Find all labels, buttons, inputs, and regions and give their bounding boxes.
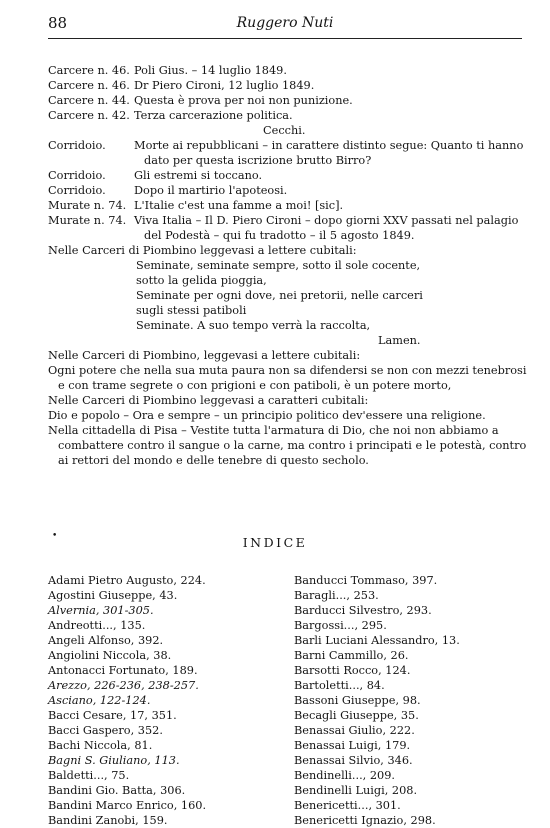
inscription-entry [48,168,528,183]
index-entry: Barni Cammillo, 26. [294,649,409,662]
index-entry-place: Arezzo, 226-236, 238-257. [48,679,199,692]
index-entry: Benassai Luigi, 179. [294,739,411,752]
index-column-right [294,573,534,828]
entry-text: Questa è prova per noi non punizione. [134,94,353,107]
index-entry: Baldetti..., 75. [48,769,130,782]
inscription-entry [48,198,528,213]
pisa-inscription: Nella cittadella di Pisa – Vestite tutta l'armatura di Dio, che noi non abbiamo a combattere contro il sangue o la carne, ma contro i principati e le potestà, contro ai rettori del mondo e delle tenebre di questo secholo. [48,424,527,467]
entry-location: Corridoio. [48,169,106,182]
verse-line: sugli stessi patiboli [136,304,247,317]
signature-text: Cecchi. [263,124,306,137]
main-text [48,63,528,468]
index-entry: Benericetti Ignazio, 298. [294,814,436,827]
inscription-entry [48,213,528,243]
index-entry: Angeli Alfonso, 392. [48,634,164,647]
entry-text: L'Italie c'est una famme a moi! [sic]. [134,199,344,212]
inscription-entry [48,78,528,93]
index-entry: Becagli Giuseppe, 35. [294,709,419,722]
entry-location: Carcere n. 46. [48,79,130,92]
entry-location: Murate n. 74. [48,199,127,212]
index-entry: Andreotti..., 135. [48,619,146,632]
inscription-signature [48,123,528,138]
piombino-text-3: Dio e popolo – Ora e sempre – un principio politico dev'essere una religione. [48,409,486,422]
index-entry-place: Bagni S. Giuliano, 113. [48,754,180,767]
piombino-text-2: Ogni potere che nella sua muta paura non sa difendersi se non con mezzi tenebrosi e con trame segrete o con prigioni e con patiboli, è un potere morto, [48,364,527,392]
index-entry: Barli Luciani Alessandro, 13. [294,634,460,647]
index-entry-place: Alvernia, 301-305. [48,604,154,617]
index-entry-place: Asciano, 122-124. [48,694,151,707]
index-entry: Bacci Gaspero, 352. [48,724,163,737]
stray-mark: • [52,531,58,541]
index-entry: Bacci Cesare, 17, 351. [48,709,177,722]
entry-location: Corridoio. [48,139,106,152]
piombino-intro-3: Nelle Carceri di Piombino leggevasi a caratteri cubitali: [48,394,369,407]
piombino-intro-1: Nelle Carceri di Piombino leggevasi a lettere cubitali: [48,244,357,257]
index-entry: Baragli..., 253. [294,589,379,602]
entry-location: Corridoio. [48,184,106,197]
inscription-entry [48,183,528,198]
entry-text: Terza carcerazione politica. [134,109,293,122]
index-entry: Bartoletti..., 84. [294,679,385,692]
entry-text: Poli Gius. – 14 luglio 1849. [134,64,287,77]
entry-location: Murate n. 74. [48,214,127,227]
index-entry: Agostini Giuseppe, 43. [48,589,178,602]
index-entry: Bandini Marco Enrico, 160. [48,799,207,812]
index-entry: Bandini Gio. Batta, 306. [48,784,186,797]
entry-text: Dopo il martirio l'apoteosi. [134,184,288,197]
index-entry: Bendinelli..., 209. [294,769,396,782]
index-entry: Adami Pietro Augusto, 224. [48,574,206,587]
running-head: Ruggero Nuti [236,15,334,31]
entry-text: Viva Italia – Il D. Piero Cironi – dopo giorni XXV passati nel palagio del Podestà – qui fu tradotto – il 5 agosto 1849. [134,214,519,242]
inscription-entry [48,138,528,168]
page-number: 88 [48,14,68,32]
index-entry: Barducci Silvestro, 293. [294,604,432,617]
index-entry: Benericetti..., 301. [294,799,401,812]
entry-location: Carcere n. 46. [48,64,130,77]
index-entry: Bendinelli Luigi, 208. [294,784,418,797]
verse-signature: Lamen. [378,334,421,347]
inscription-entry [48,108,528,123]
entry-text: Dr Piero Cironi, 12 luglio 1849. [134,79,315,92]
piombino-intro-2: Nelle Carceri di Piombino, leggevasi a lettere cubitali: [48,349,361,362]
index-entry: Bassoni Giuseppe, 98. [294,694,421,707]
verse-line: Seminate per ogni dove, nei pretorii, nelle carceri [136,289,423,302]
inscription-entry [48,93,528,108]
entry-text: Gli estremi si toccano. [134,169,263,182]
index-entry: Barsotti Rocco, 124. [294,664,411,677]
index-title: INDICE [242,535,308,550]
entry-location: Carcere n. 42. [48,109,130,122]
index-entry: Bargossi..., 295. [294,619,387,632]
index-column-left [48,573,288,828]
index-entry: Banducci Tommaso, 397. [294,574,438,587]
index-entry: Benassai Giulio, 222. [294,724,415,737]
entry-location: Carcere n. 44. [48,94,130,107]
header-rule [48,38,522,39]
index-entry: Angiolini Niccola, 38. [48,649,172,662]
index-entry: Bachi Niccola, 81. [48,739,153,752]
index-entry: Bandini Zanobi, 159. [48,814,168,827]
verse-line: Seminate. A suo tempo verrà la raccolta, [136,319,371,332]
entry-text: Morte ai repubblicani – in carattere distinto segue: Quanto ti hanno dato per questa iscrizione brutto Birro? [134,139,524,167]
index-entry: Antonacci Fortunato, 189. [48,664,198,677]
index-entry: Benassai Silvio, 346. [294,754,413,767]
page-header [48,14,522,36]
verse-line: Seminate, seminate sempre, sotto il sole cocente, [136,259,421,272]
verse-line: sotto la gelida pioggia, [136,274,267,287]
inscription-entry [48,63,528,78]
